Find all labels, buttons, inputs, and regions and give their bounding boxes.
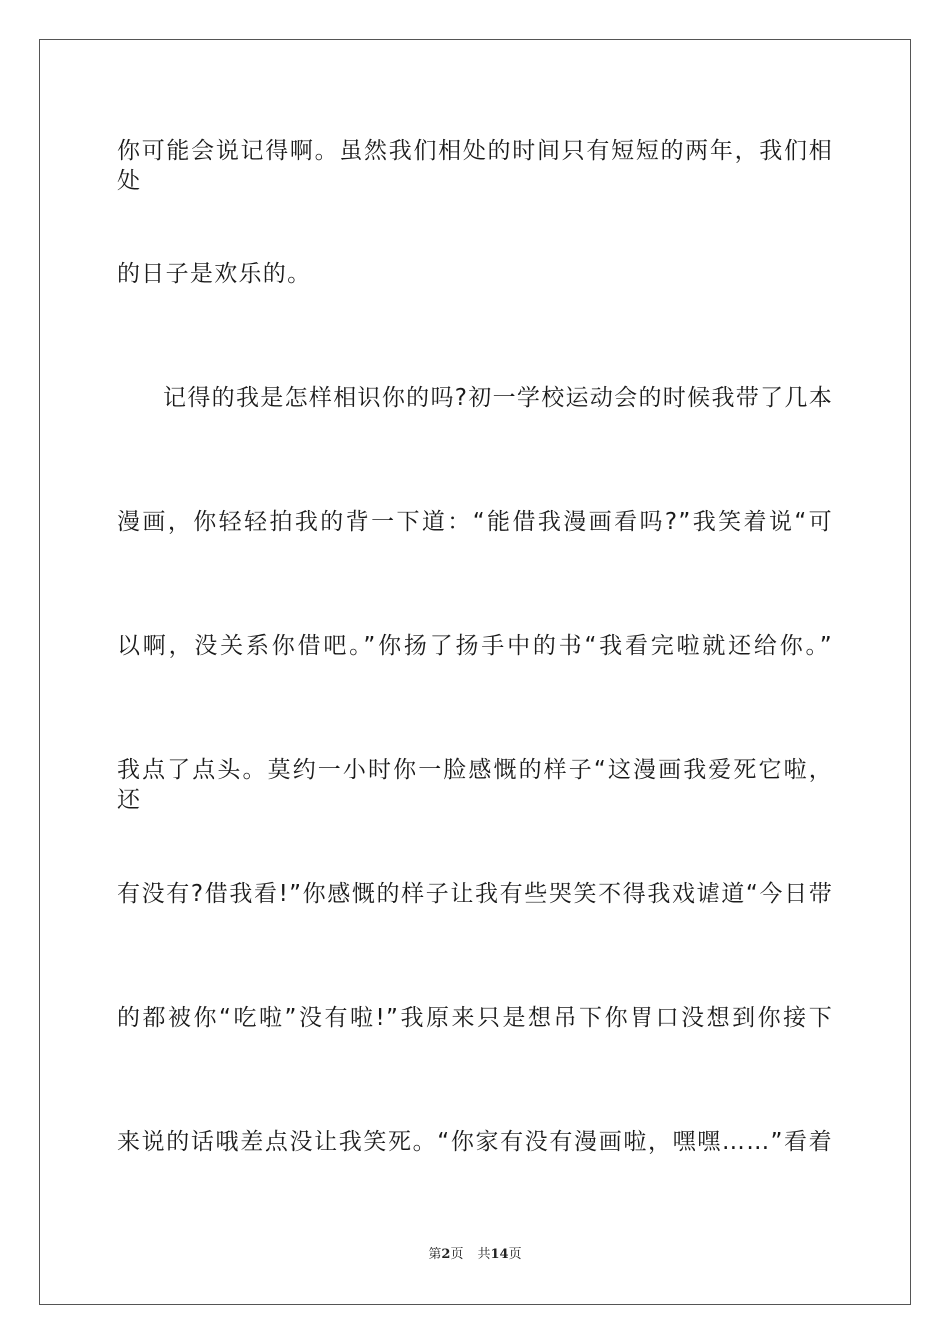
total-suffix: 页 <box>508 1247 522 1262</box>
text-line-3: 记得的我是怎样相识你的吗?初一学校运动会的时候我带了几本 <box>163 385 833 411</box>
text-line-8: 的都被你“吃啦”没有啦!”我原来只是想吊下你胃口没想到你接下 <box>117 1005 833 1031</box>
text-line-1: 你可能会说记得啊。虽然我们相处的时间只有短短的两年，我们相处 <box>117 138 833 194</box>
page-suffix: 页 <box>450 1247 464 1262</box>
page-border <box>39 39 911 1305</box>
text-line-4: 漫画，你轻轻拍我的背一下道：“能借我漫画看吗?”我笑着说“可 <box>117 509 833 535</box>
text-line-2: 的日子是欢乐的。 <box>117 261 312 287</box>
page-prefix: 第 <box>428 1247 442 1262</box>
page-number: 2 <box>441 1247 451 1262</box>
text-line-7: 有没有?借我看!”你感慨的样子让我有些哭笑不得我戏谑道“今日带 <box>117 881 833 907</box>
total-prefix: 共 <box>477 1247 491 1262</box>
text-line-9: 来说的话哦差点没让我笑死。“你家有没有漫画啦，嘿嘿……”看着 <box>117 1129 833 1155</box>
page-footer <box>0 1246 950 1264</box>
text-line-6: 我点了点头。莫约一小时你一脸感慨的样子“这漫画我爱死它啦，还 <box>117 757 833 813</box>
text-line-5: 以啊，没关系你借吧。”你扬了扬手中的书“我看完啦就还给你。” <box>117 633 833 659</box>
total-pages: 14 <box>490 1247 509 1262</box>
